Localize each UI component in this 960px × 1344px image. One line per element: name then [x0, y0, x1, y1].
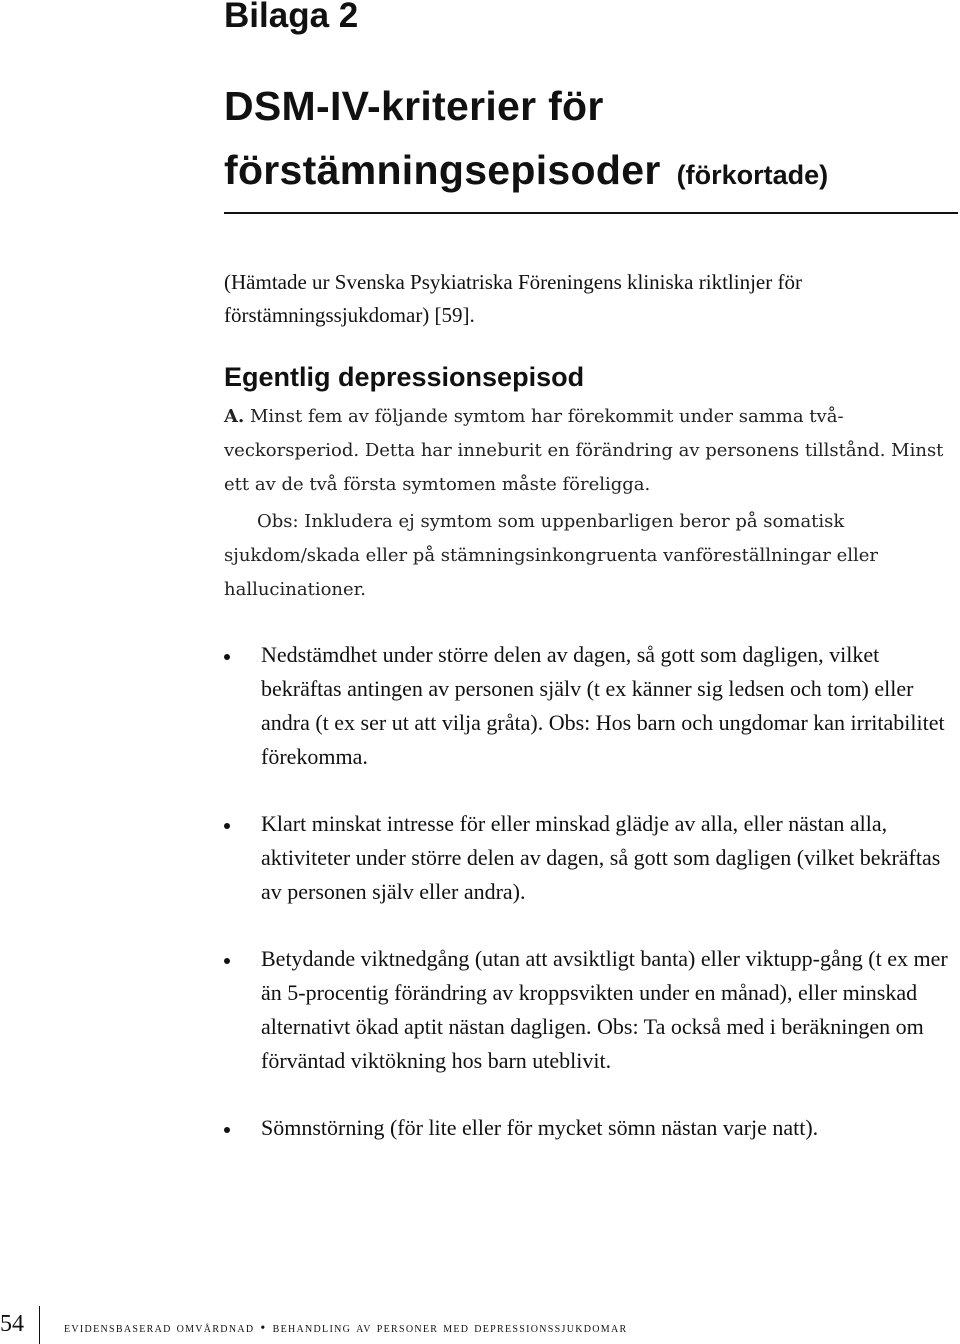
criterion-a — [224, 400, 954, 502]
bullet-icon — [224, 823, 230, 829]
title-subtitle: (förkortade) — [676, 160, 829, 190]
page-title — [224, 74, 960, 207]
obs-note: Obs: Inkludera ej symtom som uppenbarligen beror på somatisk sjukdom/skada eller på stämningsinkongruenta vanföreställningar eller hallucinationer. — [224, 511, 879, 600]
title-main: DSM-IV-kriterier för förstämningsepisoder — [224, 83, 661, 193]
running-head-left: evidensbaserad omvårdnad — [64, 1320, 255, 1336]
list-item — [224, 638, 960, 774]
list-item — [224, 807, 960, 909]
footer-divider — [39, 1306, 40, 1344]
criterion-text: Minst fem av följande symtom har förekommit under samma två-veckorsperiod. Detta har inneburit en förändring av personens tillstånd. Minst ett av de två första symtomen måste föreligga. — [224, 406, 944, 495]
list-item-text: Sömnstörning (för lite eller för mycket sömn nästan varje natt). — [261, 1115, 819, 1140]
section-heading: Egentlig depressionsepisod — [224, 362, 585, 392]
running-head — [64, 1314, 944, 1343]
appendix-label: Bilaga 2 — [224, 0, 359, 35]
bullet-icon — [224, 654, 230, 660]
bullet-icon — [224, 958, 230, 964]
separator-icon: • — [260, 1321, 267, 1336]
running-head-right: behandling av personer med depressionssjukdomar — [272, 1320, 628, 1336]
list-item — [224, 1111, 960, 1145]
symptom-list — [224, 638, 960, 1145]
list-item-text: Klart minskat intresse för eller minskad glädje av alla, eller nästan alla, aktiviteter under större delen av dagen, så gott som dagligen (vilket bekräftas av personen själv eller andra). — [261, 811, 941, 904]
criterion-letter: A. — [224, 406, 245, 427]
page-number: 54 — [0, 1311, 24, 1337]
list-item — [224, 942, 960, 1078]
list-item-text: Nedstämdhet under större delen av dagen, så gott som dagligen, vilket bekräftas antingen av personen själv (t ex känner sig ledsen och tom) eller andra (t ex ser ut att vilja gråta). Obs: Hos barn och ungdomar kan irritabilitet förekomma. — [261, 642, 945, 769]
bullet-icon — [224, 1127, 230, 1133]
intro-paragraph: (Hämtade ur Svenska Psykiatriska Föreningens kliniska riktlinjer för förstämningssjukdomar) [59]. — [224, 270, 802, 327]
list-item-text: Betydande viktnedgång (utan att avsiktligt banta) eller viktupp-gång (t ex mer än 5-procentig förändring av kroppsvikten under en månad), eller minskad alternativt ökad aptit nästan dagligen. Obs: Ta också med i beräkningen om förväntad viktökning hos barn uteblivit. — [261, 946, 948, 1073]
title-divider — [224, 212, 958, 214]
page-footer — [0, 1306, 960, 1344]
